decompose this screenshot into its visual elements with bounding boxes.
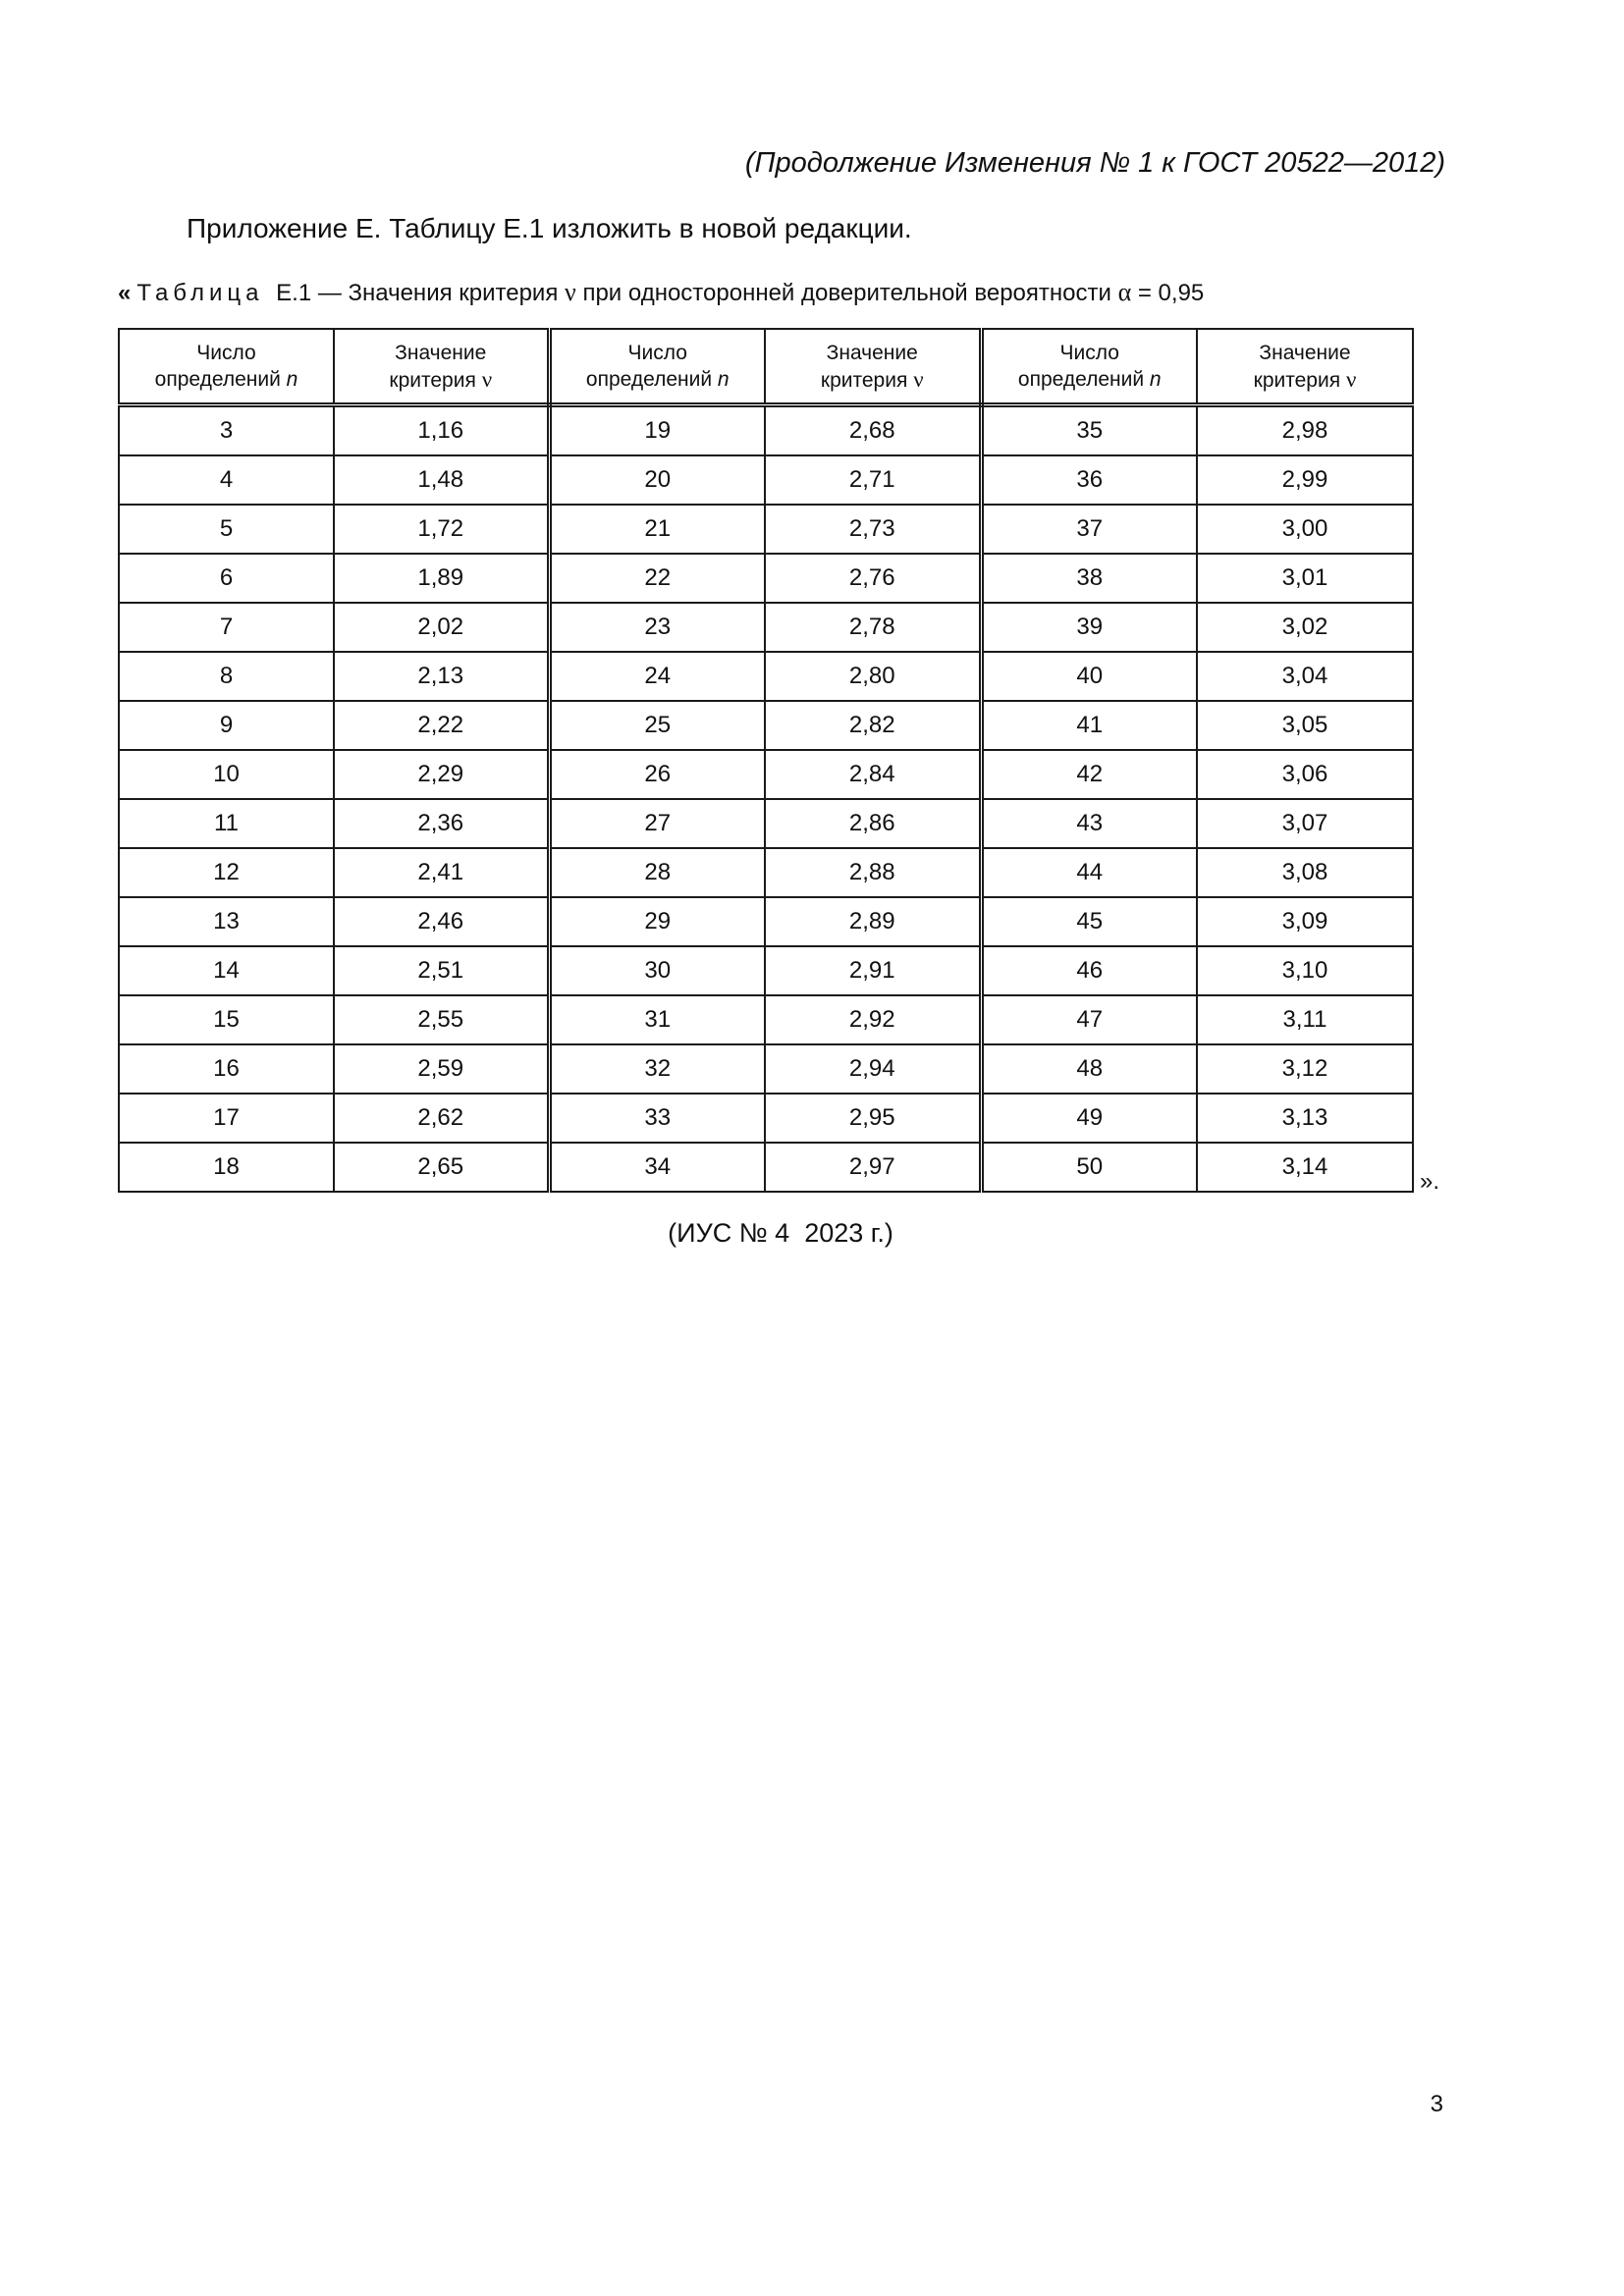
table-row bbox=[119, 455, 1413, 505]
count-cell: 34 bbox=[549, 1143, 765, 1192]
count-cell: 7 bbox=[119, 603, 334, 652]
criterion-value-cell: 1,72 bbox=[334, 505, 549, 554]
criterion-value-cell: 2,02 bbox=[334, 603, 549, 652]
count-cell: 6 bbox=[119, 554, 334, 603]
count-cell: 20 bbox=[549, 455, 765, 505]
criterion-value-cell: 2,99 bbox=[1197, 455, 1413, 505]
caption-text-middle: при односторонней доверительной вероятности bbox=[582, 280, 1111, 306]
header-cell-v bbox=[765, 329, 981, 405]
header-line2: определений bbox=[585, 368, 713, 391]
count-cell: 31 bbox=[549, 995, 765, 1044]
criterion-value-cell: 2,95 bbox=[765, 1094, 981, 1143]
criterion-value-cell: 2,97 bbox=[765, 1143, 981, 1192]
criterion-value-cell: 3,10 bbox=[1197, 946, 1413, 995]
criterion-value-cell: 2,65 bbox=[334, 1143, 549, 1192]
table-row bbox=[119, 603, 1413, 652]
count-cell: 24 bbox=[549, 652, 765, 701]
header-line2: критерия bbox=[1253, 368, 1341, 392]
count-cell: 22 bbox=[549, 554, 765, 603]
count-cell: 47 bbox=[981, 995, 1197, 1044]
count-cell: 11 bbox=[119, 799, 334, 848]
count-cell: 13 bbox=[119, 897, 334, 946]
criterion-value-cell: 3,09 bbox=[1197, 897, 1413, 946]
criterion-value-cell: 2,46 bbox=[334, 897, 549, 946]
count-cell: 29 bbox=[549, 897, 765, 946]
count-cell: 35 bbox=[981, 405, 1197, 456]
header-symbol: ν bbox=[481, 366, 493, 392]
header-cell-n bbox=[981, 329, 1197, 405]
table-row bbox=[119, 750, 1413, 799]
table-row bbox=[119, 405, 1413, 456]
criterion-value-cell: 1,48 bbox=[334, 455, 549, 505]
count-cell: 4 bbox=[119, 455, 334, 505]
header-symbol: ν bbox=[913, 366, 924, 392]
table-row bbox=[119, 652, 1413, 701]
count-cell: 19 bbox=[549, 405, 765, 456]
criterion-value-cell: 3,02 bbox=[1197, 603, 1413, 652]
criterion-value-cell: 2,36 bbox=[334, 799, 549, 848]
table-row bbox=[119, 995, 1413, 1044]
criterion-value-cell: 2,91 bbox=[765, 946, 981, 995]
count-cell: 30 bbox=[549, 946, 765, 995]
criterion-value-cell: 2,76 bbox=[765, 554, 981, 603]
count-cell: 44 bbox=[981, 848, 1197, 897]
header-symbol: n bbox=[1149, 368, 1162, 391]
caption-nu-symbol: ν bbox=[565, 278, 576, 306]
criterion-value-cell: 2,73 bbox=[765, 505, 981, 554]
header-line1: Число bbox=[1059, 342, 1119, 364]
caption-label: Таблица bbox=[136, 280, 264, 306]
criterion-value-cell: 3,01 bbox=[1197, 554, 1413, 603]
count-cell: 36 bbox=[981, 455, 1197, 505]
count-cell: 50 bbox=[981, 1143, 1197, 1192]
criterion-value-cell: 2,13 bbox=[334, 652, 549, 701]
table-row bbox=[119, 554, 1413, 603]
criterion-table bbox=[118, 328, 1414, 1193]
count-cell: 21 bbox=[549, 505, 765, 554]
criterion-value-cell: 1,16 bbox=[334, 405, 549, 456]
count-cell: 49 bbox=[981, 1094, 1197, 1143]
table-body bbox=[119, 405, 1413, 1193]
criterion-value-cell: 3,07 bbox=[1197, 799, 1413, 848]
count-cell: 41 bbox=[981, 701, 1197, 750]
caption-number: Е.1 bbox=[276, 280, 312, 306]
criterion-value-cell: 3,12 bbox=[1197, 1044, 1413, 1094]
table-row bbox=[119, 799, 1413, 848]
count-cell: 3 bbox=[119, 405, 334, 456]
count-cell: 33 bbox=[549, 1094, 765, 1143]
count-cell: 17 bbox=[119, 1094, 334, 1143]
count-cell: 12 bbox=[119, 848, 334, 897]
count-cell: 39 bbox=[981, 603, 1197, 652]
criterion-value-cell: 2,68 bbox=[765, 405, 981, 456]
count-cell: 5 bbox=[119, 505, 334, 554]
header-line1: Значение bbox=[395, 341, 487, 364]
table-row bbox=[119, 897, 1413, 946]
criterion-value-cell: 3,06 bbox=[1197, 750, 1413, 799]
caption-text-before: — Значения критерия bbox=[317, 280, 559, 306]
table-row bbox=[119, 701, 1413, 750]
count-cell: 8 bbox=[119, 652, 334, 701]
table-row bbox=[119, 848, 1413, 897]
count-cell: 18 bbox=[119, 1143, 334, 1192]
count-cell: 16 bbox=[119, 1044, 334, 1094]
caption-text-after: = 0,95 bbox=[1137, 280, 1205, 306]
count-cell: 15 bbox=[119, 995, 334, 1044]
count-cell: 28 bbox=[549, 848, 765, 897]
count-cell: 23 bbox=[549, 603, 765, 652]
criterion-value-cell: 2,59 bbox=[334, 1044, 549, 1094]
criterion-value-cell: 3,08 bbox=[1197, 848, 1413, 897]
table-caption bbox=[118, 278, 1204, 307]
table-header-row bbox=[119, 329, 1413, 405]
count-cell: 9 bbox=[119, 701, 334, 750]
header-line2: определений bbox=[154, 368, 281, 391]
table-row bbox=[119, 1094, 1413, 1143]
criterion-value-cell: 2,94 bbox=[765, 1044, 981, 1094]
count-cell: 26 bbox=[549, 750, 765, 799]
table-row bbox=[119, 505, 1413, 554]
header-line1: Значение bbox=[1259, 341, 1351, 364]
table-row bbox=[119, 946, 1413, 995]
header-symbol: n bbox=[717, 368, 730, 391]
count-cell: 42 bbox=[981, 750, 1197, 799]
count-cell: 14 bbox=[119, 946, 334, 995]
header-cell-v bbox=[334, 329, 549, 405]
count-cell: 40 bbox=[981, 652, 1197, 701]
criterion-value-cell: 2,41 bbox=[334, 848, 549, 897]
criterion-value-cell: 2,78 bbox=[765, 603, 981, 652]
criterion-value-cell: 2,55 bbox=[334, 995, 549, 1044]
count-cell: 46 bbox=[981, 946, 1197, 995]
criterion-value-cell: 3,14 bbox=[1197, 1143, 1413, 1192]
header-line1: Значение bbox=[826, 341, 918, 364]
count-cell: 48 bbox=[981, 1044, 1197, 1094]
count-cell: 32 bbox=[549, 1044, 765, 1094]
criterion-value-cell: 3,11 bbox=[1197, 995, 1413, 1044]
criterion-value-cell: 2,22 bbox=[334, 701, 549, 750]
page-number: 3 bbox=[1430, 2091, 1443, 2117]
criterion-value-cell: 3,04 bbox=[1197, 652, 1413, 701]
count-cell: 43 bbox=[981, 799, 1197, 848]
criterion-value-cell: 3,13 bbox=[1197, 1094, 1413, 1143]
criterion-value-cell: 2,98 bbox=[1197, 405, 1413, 456]
table-row bbox=[119, 1143, 1413, 1192]
count-cell: 10 bbox=[119, 750, 334, 799]
criterion-value-cell: 2,92 bbox=[765, 995, 981, 1044]
criterion-value-cell: 2,86 bbox=[765, 799, 981, 848]
criterion-value-cell: 2,84 bbox=[765, 750, 981, 799]
criterion-value-cell: 2,89 bbox=[765, 897, 981, 946]
count-cell: 37 bbox=[981, 505, 1197, 554]
count-cell: 27 bbox=[549, 799, 765, 848]
criterion-value-cell: 2,29 bbox=[334, 750, 549, 799]
header-cell-n bbox=[119, 329, 334, 405]
criterion-value-cell: 2,80 bbox=[765, 652, 981, 701]
caption-open-quote: « bbox=[118, 280, 132, 306]
header-cell-v bbox=[1197, 329, 1413, 405]
count-cell: 38 bbox=[981, 554, 1197, 603]
amendment-instruction: Приложение Е. Таблицу Е.1 изложить в новой редакции. bbox=[187, 213, 912, 243]
closing-quote: ». bbox=[1420, 1168, 1440, 1195]
table-row bbox=[119, 1044, 1413, 1094]
criterion-value-cell: 2,88 bbox=[765, 848, 981, 897]
criterion-value-cell: 1,89 bbox=[334, 554, 549, 603]
caption-alpha-symbol: α bbox=[1117, 278, 1132, 306]
header-symbol: n bbox=[286, 368, 298, 391]
header-cell-n bbox=[549, 329, 765, 405]
criterion-value-cell: 3,05 bbox=[1197, 701, 1413, 750]
count-cell: 25 bbox=[549, 701, 765, 750]
criterion-value-cell: 2,82 bbox=[765, 701, 981, 750]
header-line2: критерия bbox=[389, 368, 476, 392]
continuation-header: (Продолжение Изменения № 1 к ГОСТ 20522—2012) bbox=[744, 147, 1445, 179]
header-line1: Число bbox=[627, 342, 687, 364]
criterion-value-cell: 2,71 bbox=[765, 455, 981, 505]
ius-note: (ИУС № 4 2023 г.) bbox=[668, 1218, 893, 1248]
count-cell: 45 bbox=[981, 897, 1197, 946]
criterion-value-cell: 2,62 bbox=[334, 1094, 549, 1143]
header-line2: определений bbox=[1017, 368, 1145, 391]
criterion-value-cell: 2,51 bbox=[334, 946, 549, 995]
header-line1: Число bbox=[196, 342, 256, 364]
criterion-value-cell: 3,00 bbox=[1197, 505, 1413, 554]
header-symbol: ν bbox=[1345, 366, 1357, 392]
header-line2: критерия bbox=[820, 368, 908, 392]
